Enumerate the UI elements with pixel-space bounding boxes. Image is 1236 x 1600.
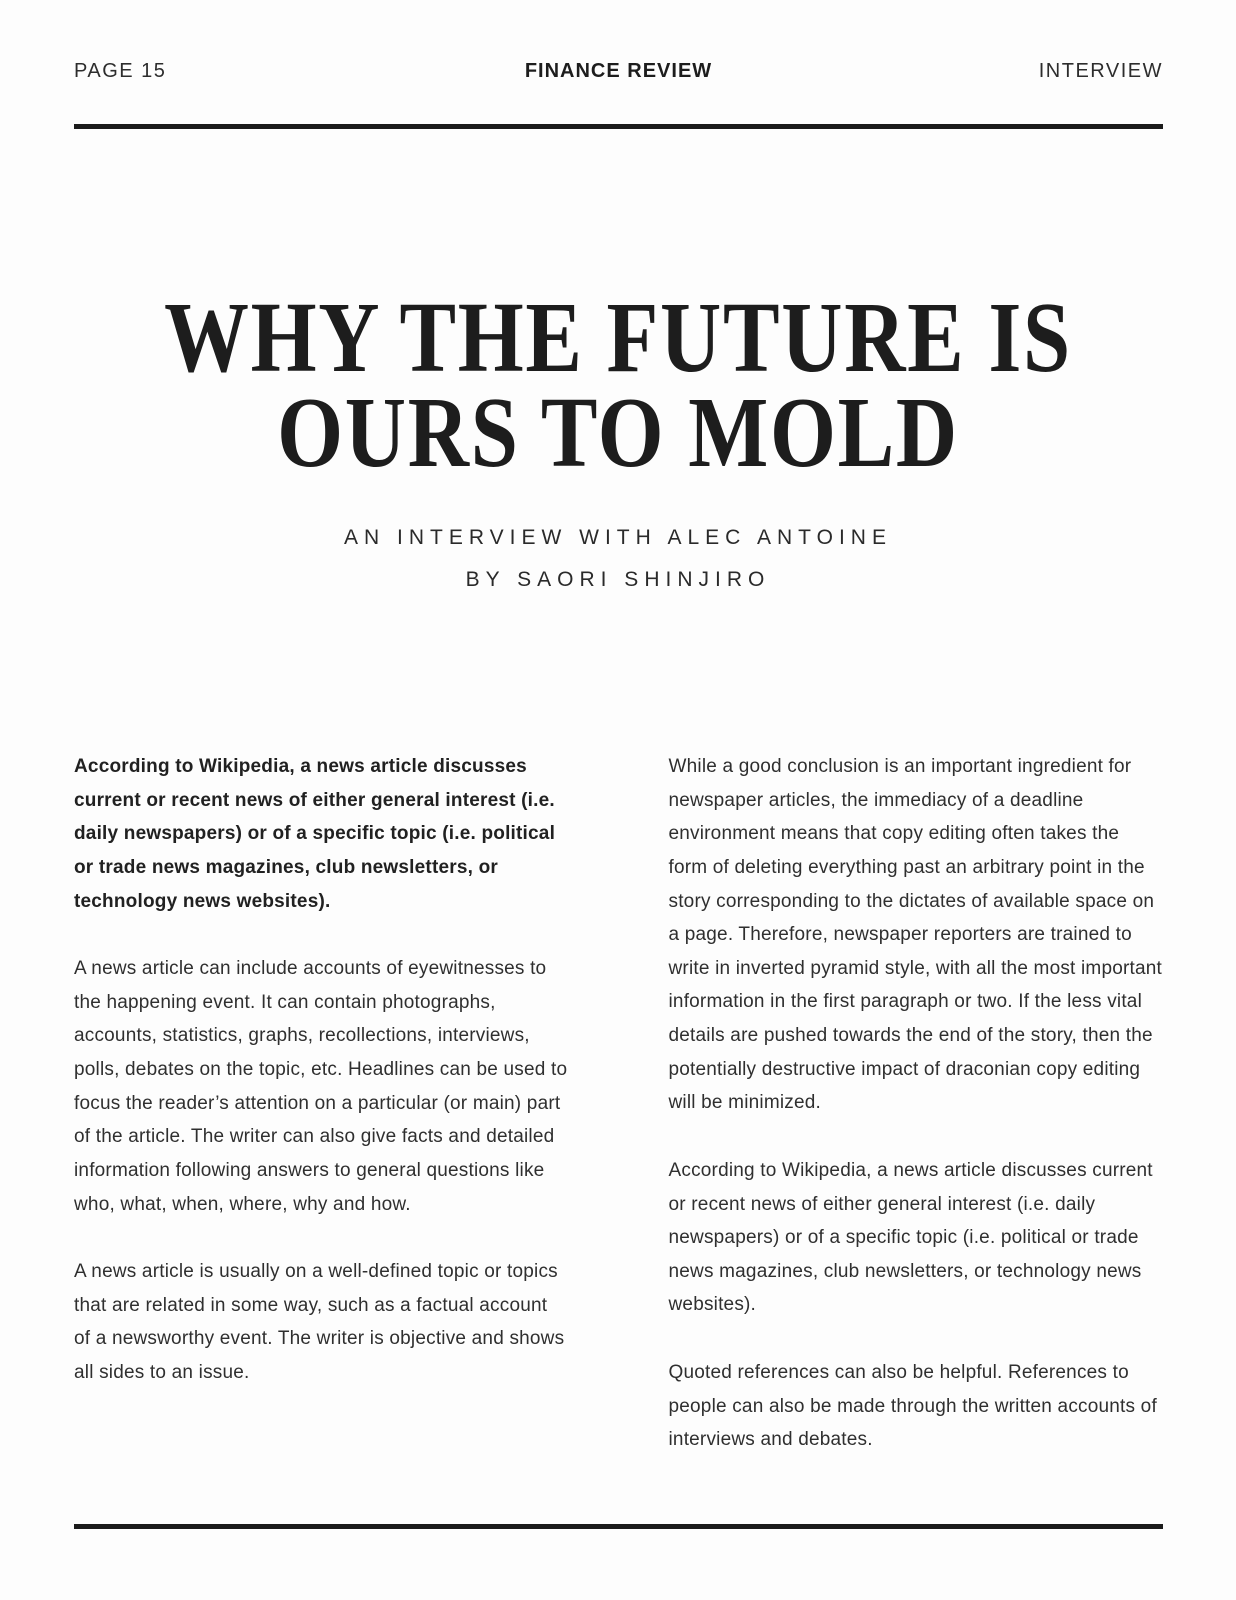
column-left [74, 750, 569, 1491]
page-header [74, 60, 1163, 83]
paragraph-lead: According to Wikipedia, a news article discusses current or recent news of either general interest (i.e. daily newspapers) or of a specific topic (i.e. political or trade news magazines, club newsletters, or technology news websites). [74, 756, 556, 912]
top-divider [74, 124, 1163, 129]
section-label: INTERVIEW [1038, 60, 1163, 82]
subtitle-line2: BY SAORI SHINJIRO [465, 568, 771, 591]
article-body [74, 750, 1163, 1491]
article-subtitle [0, 517, 1236, 601]
subtitle-line1: AN INTERVIEW WITH ALEC ANTOINE [344, 526, 892, 549]
paragraph: A news article can include accounts of eyewitnesses to the happening event. It can contain photographs, accounts, statistics, graphs, recollections, interviews, polls, debates on the topic, etc. Headlines can be used to focus the reader’s attention on a particular (or main) part of the article. The writer can also give facts and detailed information following answers to general questions like who, what, when, where, why and how. [74, 958, 568, 1215]
paragraph: While a good conclusion is an important ingredient for newspaper articles, the immediacy of a deadline environment means that copy editing often takes the form of deleting everything past an arbitrary point in the story corresponding to the dictates of available space on a page. Therefore, newspaper reporters are trained to write in inverted pyramid style, with all the most important information in the first paragraph or two. If the less vital details are pushed towards the end of the story, then the potentially destructive impact of draconian copy editing will be minimized. [668, 756, 1163, 1114]
publication-title: FINANCE REVIEW [524, 60, 713, 82]
article-title-line1: WHY THE FUTURE IS [164, 281, 1072, 393]
bottom-divider [74, 1524, 1163, 1529]
paragraph: A news article is usually on a well-defined topic or topics that are related in some way, such as a factual account of a newsworthy event. The writer is objective and shows all sides to an issue. [74, 1261, 565, 1383]
article-title-line2: OURS TO MOLD [277, 375, 959, 488]
article-title [99, 281, 1137, 488]
page-number-label: PAGE 15 [74, 60, 167, 82]
paragraph: According to Wikipedia, a news article discusses current or recent news of either general interest (i.e. daily newspapers) or of a specific topic (i.e. political or trade news magazines, club newsletters, or technology news websites). [668, 1159, 1153, 1316]
column-right [669, 750, 1164, 1491]
paragraph: Quoted references can also be helpful. References to people can also be made through the written accounts of interviews and debates. [668, 1362, 1157, 1451]
